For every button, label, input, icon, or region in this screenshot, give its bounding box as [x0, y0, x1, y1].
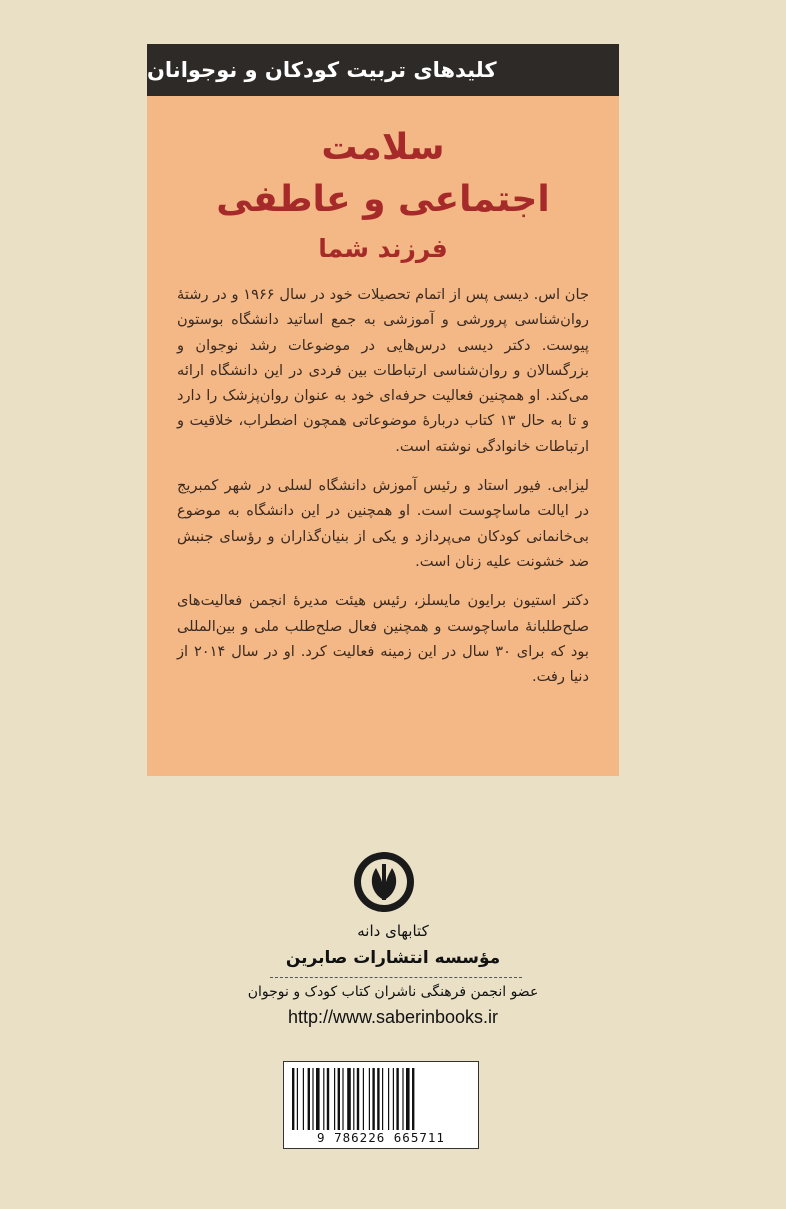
barcode-bar	[334, 1068, 335, 1130]
publisher-divider	[270, 977, 522, 978]
publisher-name: مؤسسه انتشارات صابرین	[285, 948, 501, 968]
series-title-bar	[147, 44, 619, 96]
barcode-bar	[402, 1068, 403, 1130]
barcode-bar	[297, 1068, 298, 1130]
author-bio-2: لیزابی. فیور استاد و رئیس آموزش دانشگاه لسلی در شهر کمبریج در ایالت ماساچوست است. او همچنین در این دانشگاه به موضوع بی‌خانمانی کودکان می‌پردازد و یکی از بنیان‌گذاران و رؤسای جنبش ضد خشونت علیه زنان است.	[177, 477, 589, 570]
barcode-bar	[353, 1068, 354, 1130]
barcode-bar	[292, 1068, 294, 1130]
book-subtitle: فرزند شما	[318, 234, 448, 263]
publisher-logo-icon	[352, 850, 416, 914]
barcode-bar	[342, 1068, 343, 1130]
barcode-bar	[382, 1068, 383, 1130]
barcode-bar	[372, 1068, 374, 1130]
author-bio-3: دکتر استیون برایون مایسلز، رئیس هیئت مدیرهٔ انجمن فعالیت‌های صلح‌طلبانهٔ ماساچوست و همچنین فعال صلح‌طلب ملی و بین‌المللی بود که برای ۳۰ سال در این زمینه فعالیت کرد. او در سال ۲۰۱۴ از دنیا رفت.	[177, 592, 589, 686]
publisher-membership: عضو انجمن فرهنگی ناشران کتاب کودک و نوجوان	[247, 984, 539, 1000]
barcode-bar	[308, 1068, 310, 1130]
barcode-bar	[388, 1068, 389, 1130]
book-info-panel	[147, 96, 619, 776]
barcode-bar	[312, 1068, 313, 1130]
barcode-bar	[377, 1068, 379, 1130]
barcode-bar	[369, 1068, 370, 1130]
barcode-bar	[406, 1068, 410, 1130]
barcode-bar	[338, 1068, 340, 1130]
barcode-bars	[292, 1068, 472, 1130]
barcode-bar	[357, 1068, 359, 1130]
imprint-label: کتابهای دانه	[357, 922, 429, 940]
author-bio-1: جان اس. دیسی پس از اتمام تحصیلات خود در سال ۱۹۶۶ و در رشتهٔ روان‌شناسی پرورشی و آموزشی به جمع اساتید دانشگاه بوستون پیوست. دکتر دیسی درس‌هایی در موضوعات رشد نوجوان و بزرگسالان و روان‌شناسی ارتباطات بین فردی در این دانشگاه ارائه می‌کند. او همچنین فعالیت حرفه‌ای خود به عنوان روان‌پزشک را دارد و تا به حال ۱۳ کتاب دربارهٔ موضوعاتی همچون اضطراب، خلاقیت و ارتباطات خانوادگی نوشته است.	[177, 286, 589, 455]
isbn-barcode	[283, 1061, 479, 1149]
series-title: کلیدهای تربیت کودکان و نوجوانان	[147, 58, 497, 82]
barcode-bar	[396, 1068, 398, 1130]
barcode-bar	[393, 1068, 394, 1130]
barcode-bar	[327, 1068, 329, 1130]
book-title-line2: اجتماعی و عاطفی	[216, 179, 550, 220]
barcode-bar	[363, 1068, 364, 1130]
barcode-bar	[316, 1068, 320, 1130]
publisher-website[interactable]: http://www.saberinbooks.ir	[287, 1007, 499, 1027]
barcode-number: 9 786226 665711	[317, 1130, 445, 1145]
barcode-bar	[412, 1068, 414, 1130]
book-title-line1: سلامت	[321, 127, 445, 168]
barcode-bar	[323, 1068, 324, 1130]
barcode-bar	[303, 1068, 304, 1130]
barcode-bar	[347, 1068, 351, 1130]
